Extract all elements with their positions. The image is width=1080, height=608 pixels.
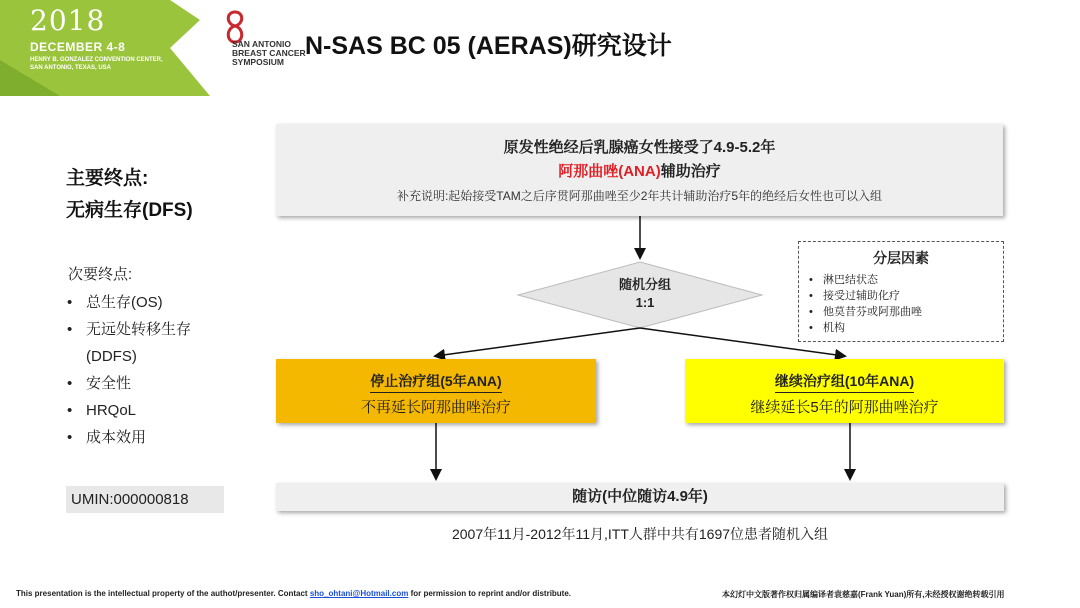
conference-year: 2018 — [30, 4, 106, 37]
umin-id-badge: UMIN:000000818 — [66, 486, 224, 513]
conference-dates: DECEMBER 4-8 — [30, 40, 126, 54]
eligibility-text: 原发性绝经后乳腺癌女性接受了4.9-5.2年 — [503, 139, 776, 156]
continue-arm-title: 继续治疗组(10年ANA) — [775, 371, 914, 393]
eligibility-note: 补充说明:起始接受TAM之后序贯阿那曲唑至少2年共计辅助治疗5年的绝经后女性也可以入组 — [396, 189, 883, 203]
logo-line: SYMPOSIUM — [232, 57, 284, 67]
primary-endpoint-label: 主要终点: — [66, 168, 149, 189]
list-item: • HRQoL — [64, 397, 191, 424]
randomization-text: 随机分组 — [618, 277, 671, 292]
list-item: • 无远处转移生存 — [64, 316, 191, 343]
list-item: • 总生存(OS) — [64, 289, 191, 316]
continue-arm-description: 继续延长5年的阿那曲唑治疗 — [750, 399, 939, 416]
list-item: • 淋巴结状态 — [799, 272, 1003, 288]
footer-translation-credit: 本幻灯中文版著作权归属编译者袁慈嘉(Frank Yuan)所有,未经授权谢绝转载引用 — [722, 590, 1005, 599]
followup-box: 随访(中位随访4.9年) — [276, 483, 1004, 511]
eligibility-text-tail: 辅助治疗 — [660, 163, 721, 180]
enrollment-note: 2007年11月-2012年11月,ITT人群中共有1697位患者随机入组 — [451, 526, 829, 542]
list-item-continuation: (DDFS) — [86, 348, 137, 365]
logo-line: BREAST CANCER — [232, 48, 306, 58]
list-item: • 成本效用 — [64, 424, 191, 451]
randomization-label — [590, 276, 700, 312]
list-item: • 安全性 — [64, 370, 191, 397]
stop-arm-description: 不再延长阿那曲唑治疗 — [360, 399, 511, 416]
eligibility-box — [276, 124, 1003, 216]
stratification-title: 分层因素 — [873, 250, 929, 266]
list-item: • 他莫昔芬或阿那曲唑 — [799, 304, 1003, 320]
conference-venue: HENRY B. GONZALEZ CONVENTION CENTER, — [30, 57, 163, 63]
arrow-to-stop-arm — [436, 328, 640, 356]
stratification-box — [798, 241, 1004, 342]
eligibility-text-2 — [276, 160, 1003, 181]
page-title: N-SAS BC 05 (AERAS)研究设计 — [305, 32, 672, 60]
continue-treatment-arm — [685, 359, 1004, 423]
anastrozole-highlight: 阿那曲唑(ANA) — [558, 163, 661, 180]
footer-copyright — [16, 589, 571, 598]
logo-line: SAN ANTONIO — [232, 39, 292, 49]
footer-copyright-text: This presentation is the intellectual property of the authot/presenter. Contact — [16, 589, 308, 598]
footer-copyright-tail: for permission to reprint and/or distribute. — [410, 589, 572, 598]
primary-endpoint-value: 无病生存(DFS) — [66, 200, 193, 221]
stratification-list — [799, 272, 1003, 336]
conference-location: SAN ANTONIO, TEXAS, USA — [30, 65, 112, 71]
list-item: • 接受过辅助化疗 — [799, 288, 1003, 304]
secondary-endpoints-title: 次要终点: — [68, 266, 133, 283]
stop-treatment-arm — [276, 359, 596, 423]
list-item: • 机构 — [799, 320, 1003, 336]
randomization-ratio: 1:1 — [635, 295, 655, 310]
contact-email-link[interactable]: sho_ohtani@Hotmail.com — [309, 589, 409, 598]
stop-arm-title: 停止治疗组(5年ANA) — [370, 371, 501, 393]
